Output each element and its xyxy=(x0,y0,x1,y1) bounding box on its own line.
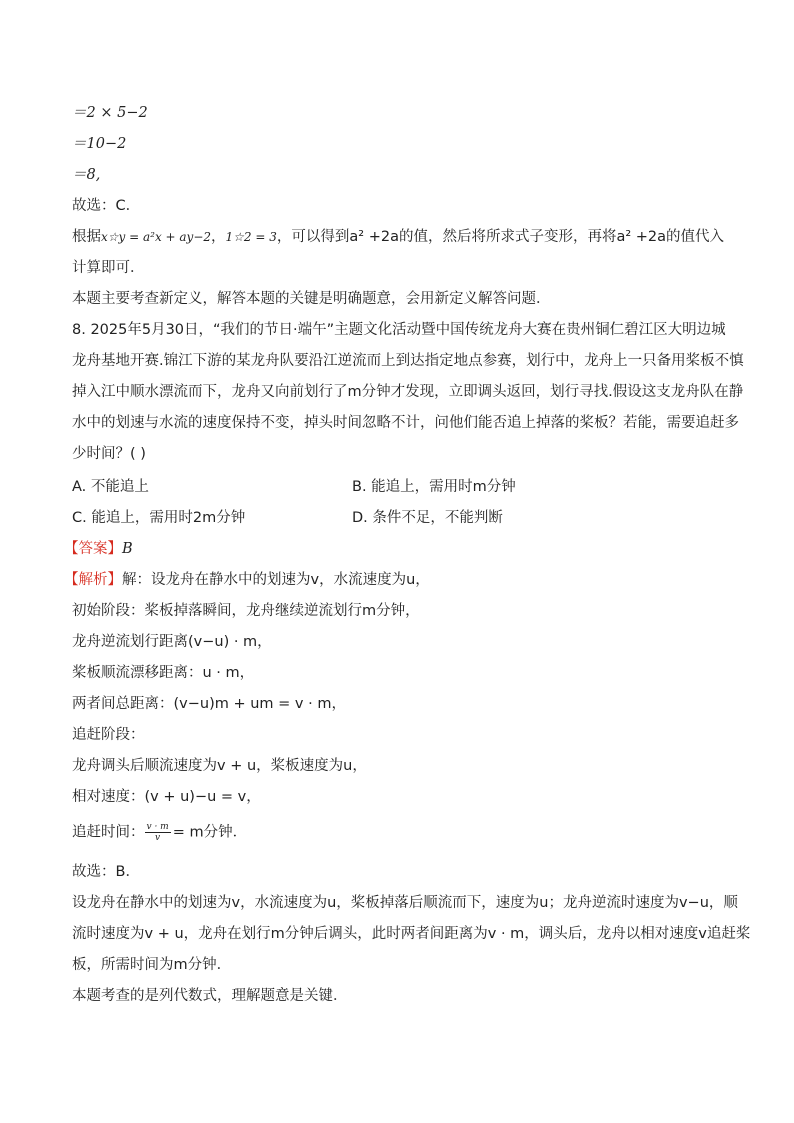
solution-step-8 xyxy=(72,822,247,843)
analysis-text: 解：设龙舟在静水中的划速为v，水流速度为u， xyxy=(122,572,430,588)
analysis-line xyxy=(64,570,430,590)
question-8-line-3: 掉入江中顺水漂流而下，龙舟又向前划行了m分钟才发现，立即调头返回，划行寻找.假设这支龙舟队在静 xyxy=(72,384,744,400)
hint-text-a: 根据 xyxy=(72,229,101,245)
option-d: D. 条件不足，不能判断 xyxy=(352,510,503,526)
explanation-line-2: 流时速度为v + u，龙舟在划行m分钟后调头，此时两者间距离为v · m，调头后，龙舟以相对速度v追赶桨 xyxy=(72,926,751,942)
fraction-numerator: v · m xyxy=(146,822,169,832)
hint-formula-1: x☆y = a²x + ay−2 xyxy=(101,230,212,244)
explanation-line-1: 设龙舟在静水中的划速为v，水流速度为u，桨板掉落后顺流而下，速度为u；龙舟逆流时速度为v−u，顺 xyxy=(72,895,738,911)
answer-value: B xyxy=(122,541,133,557)
explanation-line-4: 本题考查的是列代数式，理解题意是关键． xyxy=(72,988,348,1004)
chase-time-label: 追赶时间： xyxy=(72,824,145,841)
answer-line xyxy=(64,539,133,559)
solution-step-6: 龙舟调头后顺流速度为v + u，桨板速度为u， xyxy=(72,758,367,774)
option-a: A. 不能追上 xyxy=(72,479,149,495)
solution-step-4: 两者间总距离：(v−u)m + um = v · m， xyxy=(72,696,346,712)
solution-step-5: 追赶阶段： xyxy=(72,727,145,743)
hint-comma: ， xyxy=(211,229,226,245)
solution-step-7: 相对速度：(v + u)−u = v， xyxy=(72,789,261,805)
summary-line: 本题主要考查新定义，解答本题的关键是明确题意，会用新定义解答问题． xyxy=(72,291,551,307)
calc-step-3: ＝8, xyxy=(72,167,101,183)
answer-label: 【答案】 xyxy=(64,541,122,557)
question-8-line-1: 8. 2025年5月30日，“我们的节日·端午”主题文化活动暨中国传统龙舟大赛在贵州铜仁碧江区大明边城 xyxy=(72,322,726,338)
hint-text-b: ，可以得到a² +2a的值，然后将所求式子变形，再将a² +2a的值代入 xyxy=(276,229,725,245)
chase-time-fraction xyxy=(145,822,171,843)
option-b: B. 能追上，需用时m分钟 xyxy=(352,479,516,495)
analysis-label: 【解析】 xyxy=(64,572,122,588)
fraction-denominator: v xyxy=(155,833,161,843)
answer-choice-c: 故选：C． xyxy=(72,198,141,214)
option-c: C. 能追上，需用时2m分钟 xyxy=(72,510,246,526)
question-8-line-2: 龙舟基地开赛.锦江下游的某龙舟队要沿江逆流而上到达指定地点参赛，划行中，龙舟上一只备用桨板不慎 xyxy=(72,353,744,369)
chase-time-result: = m分钟． xyxy=(172,824,248,841)
solution-step-3: 桨板顺流漂移距离：u · m， xyxy=(72,665,255,681)
question-8-line-4: 水中的划速与水流的速度保持不变，掉头时间忽略不计，问他们能否追上掉落的桨板？若能，需要追赶多 xyxy=(72,415,739,431)
hint-line-1 xyxy=(72,227,724,247)
calc-step-2: ＝10−2 xyxy=(72,136,127,152)
question-8-line-5: 少时间？( ) xyxy=(72,446,146,462)
hint-formula-2: 1☆2 = 3 xyxy=(225,230,277,244)
explanation-line-3: 板，所需时间为m分钟． xyxy=(72,957,232,973)
hint-line-2: 计算即可． xyxy=(72,260,145,276)
solution-step-1: 初始阶段：桨板掉落瞬间，龙舟继续逆流划行m分钟， xyxy=(72,603,420,619)
calc-step-1: ＝2 × 5−2 xyxy=(72,105,148,121)
solution-step-2: 龙舟逆流划行距离(v−u) · m， xyxy=(72,634,272,650)
solution-conclusion: 故选：B． xyxy=(72,864,140,880)
